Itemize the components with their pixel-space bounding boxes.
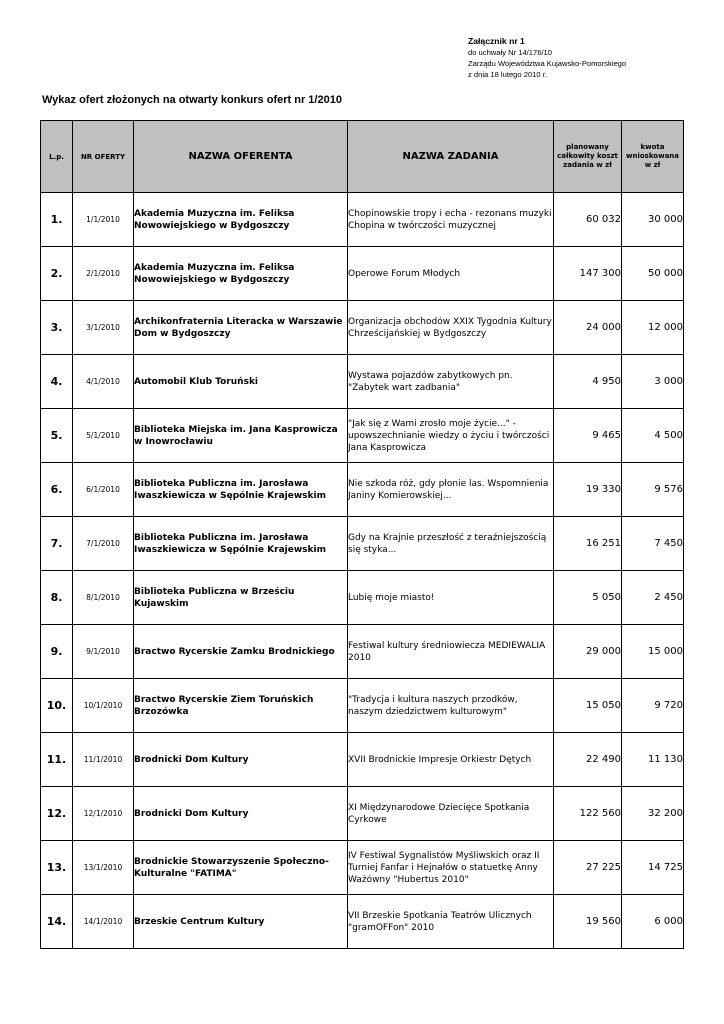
row-planned-cost: 29 000 xyxy=(554,625,622,679)
row-offer-number: 14/1/2010 xyxy=(73,895,134,949)
row-planned-cost: 15 050 xyxy=(554,679,622,733)
col-header-applicant-name: NAZWA OFERENTA xyxy=(134,121,348,193)
row-applicant-name: Brodnicki Dom Kultury xyxy=(134,787,348,841)
row-planned-cost: 16 251 xyxy=(554,517,622,571)
row-requested-amount: 9 720 xyxy=(622,679,684,733)
row-task-name: Chopinowskie tropy i echa - rezonans muzyki Chopina w twórczości muzycznej xyxy=(348,193,554,247)
col-header-lp: L.p. xyxy=(41,121,73,193)
row-offer-number: 4/1/2010 xyxy=(73,355,134,409)
row-offer-number: 2/1/2010 xyxy=(73,247,134,301)
document-title: Wykaz ofert złożonych na otwarty konkurs ofert nr 1/2010 xyxy=(42,94,342,106)
row-offer-number: 6/1/2010 xyxy=(73,463,134,517)
row-offer-number: 10/1/2010 xyxy=(73,679,134,733)
row-applicant-name: Biblioteka Publiczna im. Jarosława Iwaszkiewicza w Sępólnie Krajewskim xyxy=(134,463,348,517)
row-applicant-name: Bractwo Rycerskie Zamku Brodnickiego xyxy=(134,625,348,679)
row-task-name: VII Brzeskie Spotkania Teatrów Ulicznych "gramOFFon" 2010 xyxy=(348,895,554,949)
table-row xyxy=(41,895,684,949)
row-applicant-name: Brzeskie Centrum Kultury xyxy=(134,895,348,949)
row-planned-cost: 122 560 xyxy=(554,787,622,841)
row-planned-cost: 9 465 xyxy=(554,409,622,463)
row-task-name: XI Międzynarodowe Dziecięce Spotkania Cyrkowe xyxy=(348,787,554,841)
row-requested-amount: 3 000 xyxy=(622,355,684,409)
row-requested-amount: 14 725 xyxy=(622,841,684,895)
row-lp: 7. xyxy=(41,517,73,571)
row-lp: 14. xyxy=(41,895,73,949)
row-lp: 5. xyxy=(41,409,73,463)
row-requested-amount: 12 000 xyxy=(622,301,684,355)
row-lp: 9. xyxy=(41,625,73,679)
row-requested-amount: 30 000 xyxy=(622,193,684,247)
row-planned-cost: 4 950 xyxy=(554,355,622,409)
row-applicant-name: Biblioteka Publiczna im. Jarosława Iwaszkiewicza w Sępólnie Krajewskim xyxy=(134,517,348,571)
col-header-task-name: NAZWA ZADANIA xyxy=(348,121,554,193)
row-planned-cost: 60 032 xyxy=(554,193,622,247)
row-requested-amount: 50 000 xyxy=(622,247,684,301)
row-task-name: Wystawa pojazdów zabytkowych pn. "Zabytek wart zadbania" xyxy=(348,355,554,409)
table-row xyxy=(41,301,684,355)
row-planned-cost: 22 490 xyxy=(554,733,622,787)
attachment-title: Załącznik nr 1 xyxy=(468,36,525,46)
col-header-requested-amount: kwota wnioskowana w zł xyxy=(622,121,684,193)
row-lp: 8. xyxy=(41,571,73,625)
col-header-planned-cost: planowany całkowity koszt zadania w zł xyxy=(554,121,622,193)
row-task-name: XVII Brodnickie Impresje Orkiestr Dętych xyxy=(348,733,554,787)
table-row xyxy=(41,193,684,247)
row-applicant-name: Biblioteka Publiczna w Brześciu Kujawskim xyxy=(134,571,348,625)
table-row xyxy=(41,247,684,301)
row-requested-amount: 4 500 xyxy=(622,409,684,463)
row-planned-cost: 19 560 xyxy=(554,895,622,949)
table-row xyxy=(41,571,684,625)
row-lp: 11. xyxy=(41,733,73,787)
row-planned-cost: 147 300 xyxy=(554,247,622,301)
row-offer-number: 5/1/2010 xyxy=(73,409,134,463)
row-lp: 2. xyxy=(41,247,73,301)
attachment-header xyxy=(468,36,626,80)
row-applicant-name: Akademia Muzyczna im. Feliksa Nowowiejskiego w Bydgoszczy xyxy=(134,193,348,247)
row-task-name: Lubię moje miasto! xyxy=(348,571,554,625)
table-row xyxy=(41,517,684,571)
row-requested-amount: 6 000 xyxy=(622,895,684,949)
table-row xyxy=(41,733,684,787)
row-offer-number: 11/1/2010 xyxy=(73,733,134,787)
table-row xyxy=(41,463,684,517)
row-lp: 10. xyxy=(41,679,73,733)
row-requested-amount: 7 450 xyxy=(622,517,684,571)
row-planned-cost: 24 000 xyxy=(554,301,622,355)
table-row xyxy=(41,625,684,679)
row-offer-number: 9/1/2010 xyxy=(73,625,134,679)
row-requested-amount: 2 450 xyxy=(622,571,684,625)
row-task-name: "Tradycja i kultura naszych przodków, naszym dziedzictwem kulturowym" xyxy=(348,679,554,733)
row-task-name: Nie szkoda róż, gdy płonie las. Wspomnienia Janiny Komierowskiej... xyxy=(348,463,554,517)
row-requested-amount: 15 000 xyxy=(622,625,684,679)
row-offer-number: 12/1/2010 xyxy=(73,787,134,841)
row-requested-amount: 32 200 xyxy=(622,787,684,841)
row-offer-number: 13/1/2010 xyxy=(73,841,134,895)
row-lp: 12. xyxy=(41,787,73,841)
table-row xyxy=(41,841,684,895)
row-planned-cost: 27 225 xyxy=(554,841,622,895)
row-lp: 13. xyxy=(41,841,73,895)
row-lp: 4. xyxy=(41,355,73,409)
offers-table xyxy=(40,120,684,949)
row-task-name: Festiwal kultury średniowiecza MEDIEWALIA 2010 xyxy=(348,625,554,679)
table-row xyxy=(41,787,684,841)
resolution-date: z dnia 18 lutego 2010 r. xyxy=(468,70,547,79)
row-task-name: IV Festiwal Sygnalistów Myśliwskich oraz II Turniej Fanfar i Hejnałów o statuetkę Anny Ważówny "Hubertus 2010" xyxy=(348,841,554,895)
row-offer-number: 7/1/2010 xyxy=(73,517,134,571)
row-planned-cost: 19 330 xyxy=(554,463,622,517)
row-lp: 6. xyxy=(41,463,73,517)
table-header-row xyxy=(41,121,684,193)
row-applicant-name: Brodnickie Stowarzyszenie Społeczno-Kulturalne "FATIMA" xyxy=(134,841,348,895)
row-task-name: "Jak się z Wami zrosło moje życie..." - upowszechnianie wiedzy o życiu i twórczości Jana Kasprowicza xyxy=(348,409,554,463)
row-task-name: Gdy na Krajnie przeszłość z teraźniejszością się styka... xyxy=(348,517,554,571)
row-applicant-name: Brodnicki Dom Kultury xyxy=(134,733,348,787)
row-applicant-name: Akademia Muzyczna im. Feliksa Nowowiejskiego w Bydgoszczy xyxy=(134,247,348,301)
row-planned-cost: 5 050 xyxy=(554,571,622,625)
row-offer-number: 8/1/2010 xyxy=(73,571,134,625)
row-task-name: Operowe Forum Młodych xyxy=(348,247,554,301)
row-requested-amount: 11 130 xyxy=(622,733,684,787)
row-offer-number: 3/1/2010 xyxy=(73,301,134,355)
row-applicant-name: Archikonfraternia Literacka w Warszawie Dom w Bydgoszczy xyxy=(134,301,348,355)
table-row xyxy=(41,679,684,733)
col-header-offer-number: NR OFERTY xyxy=(73,121,134,193)
row-applicant-name: Automobil Klub Toruński xyxy=(134,355,348,409)
row-applicant-name: Biblioteka Miejska im. Jana Kasprowicza w Inowrocławiu xyxy=(134,409,348,463)
board-name: Zarządu Województwa Kujawsko-Pomorskiego xyxy=(468,59,627,68)
row-lp: 1. xyxy=(41,193,73,247)
row-task-name: Organizacja obchodów XXIX Tygodnia Kultury Chrześcijańskiej w Bydgoszczy xyxy=(348,301,554,355)
resolution-number: do uchwały Nr 14/176/10 xyxy=(468,48,553,57)
row-requested-amount: 9 576 xyxy=(622,463,684,517)
table-row xyxy=(41,409,684,463)
table-row xyxy=(41,355,684,409)
row-applicant-name: Bractwo Rycerskie Ziem Toruńskich Brzozówka xyxy=(134,679,348,733)
row-lp: 3. xyxy=(41,301,73,355)
row-offer-number: 1/1/2010 xyxy=(73,193,134,247)
